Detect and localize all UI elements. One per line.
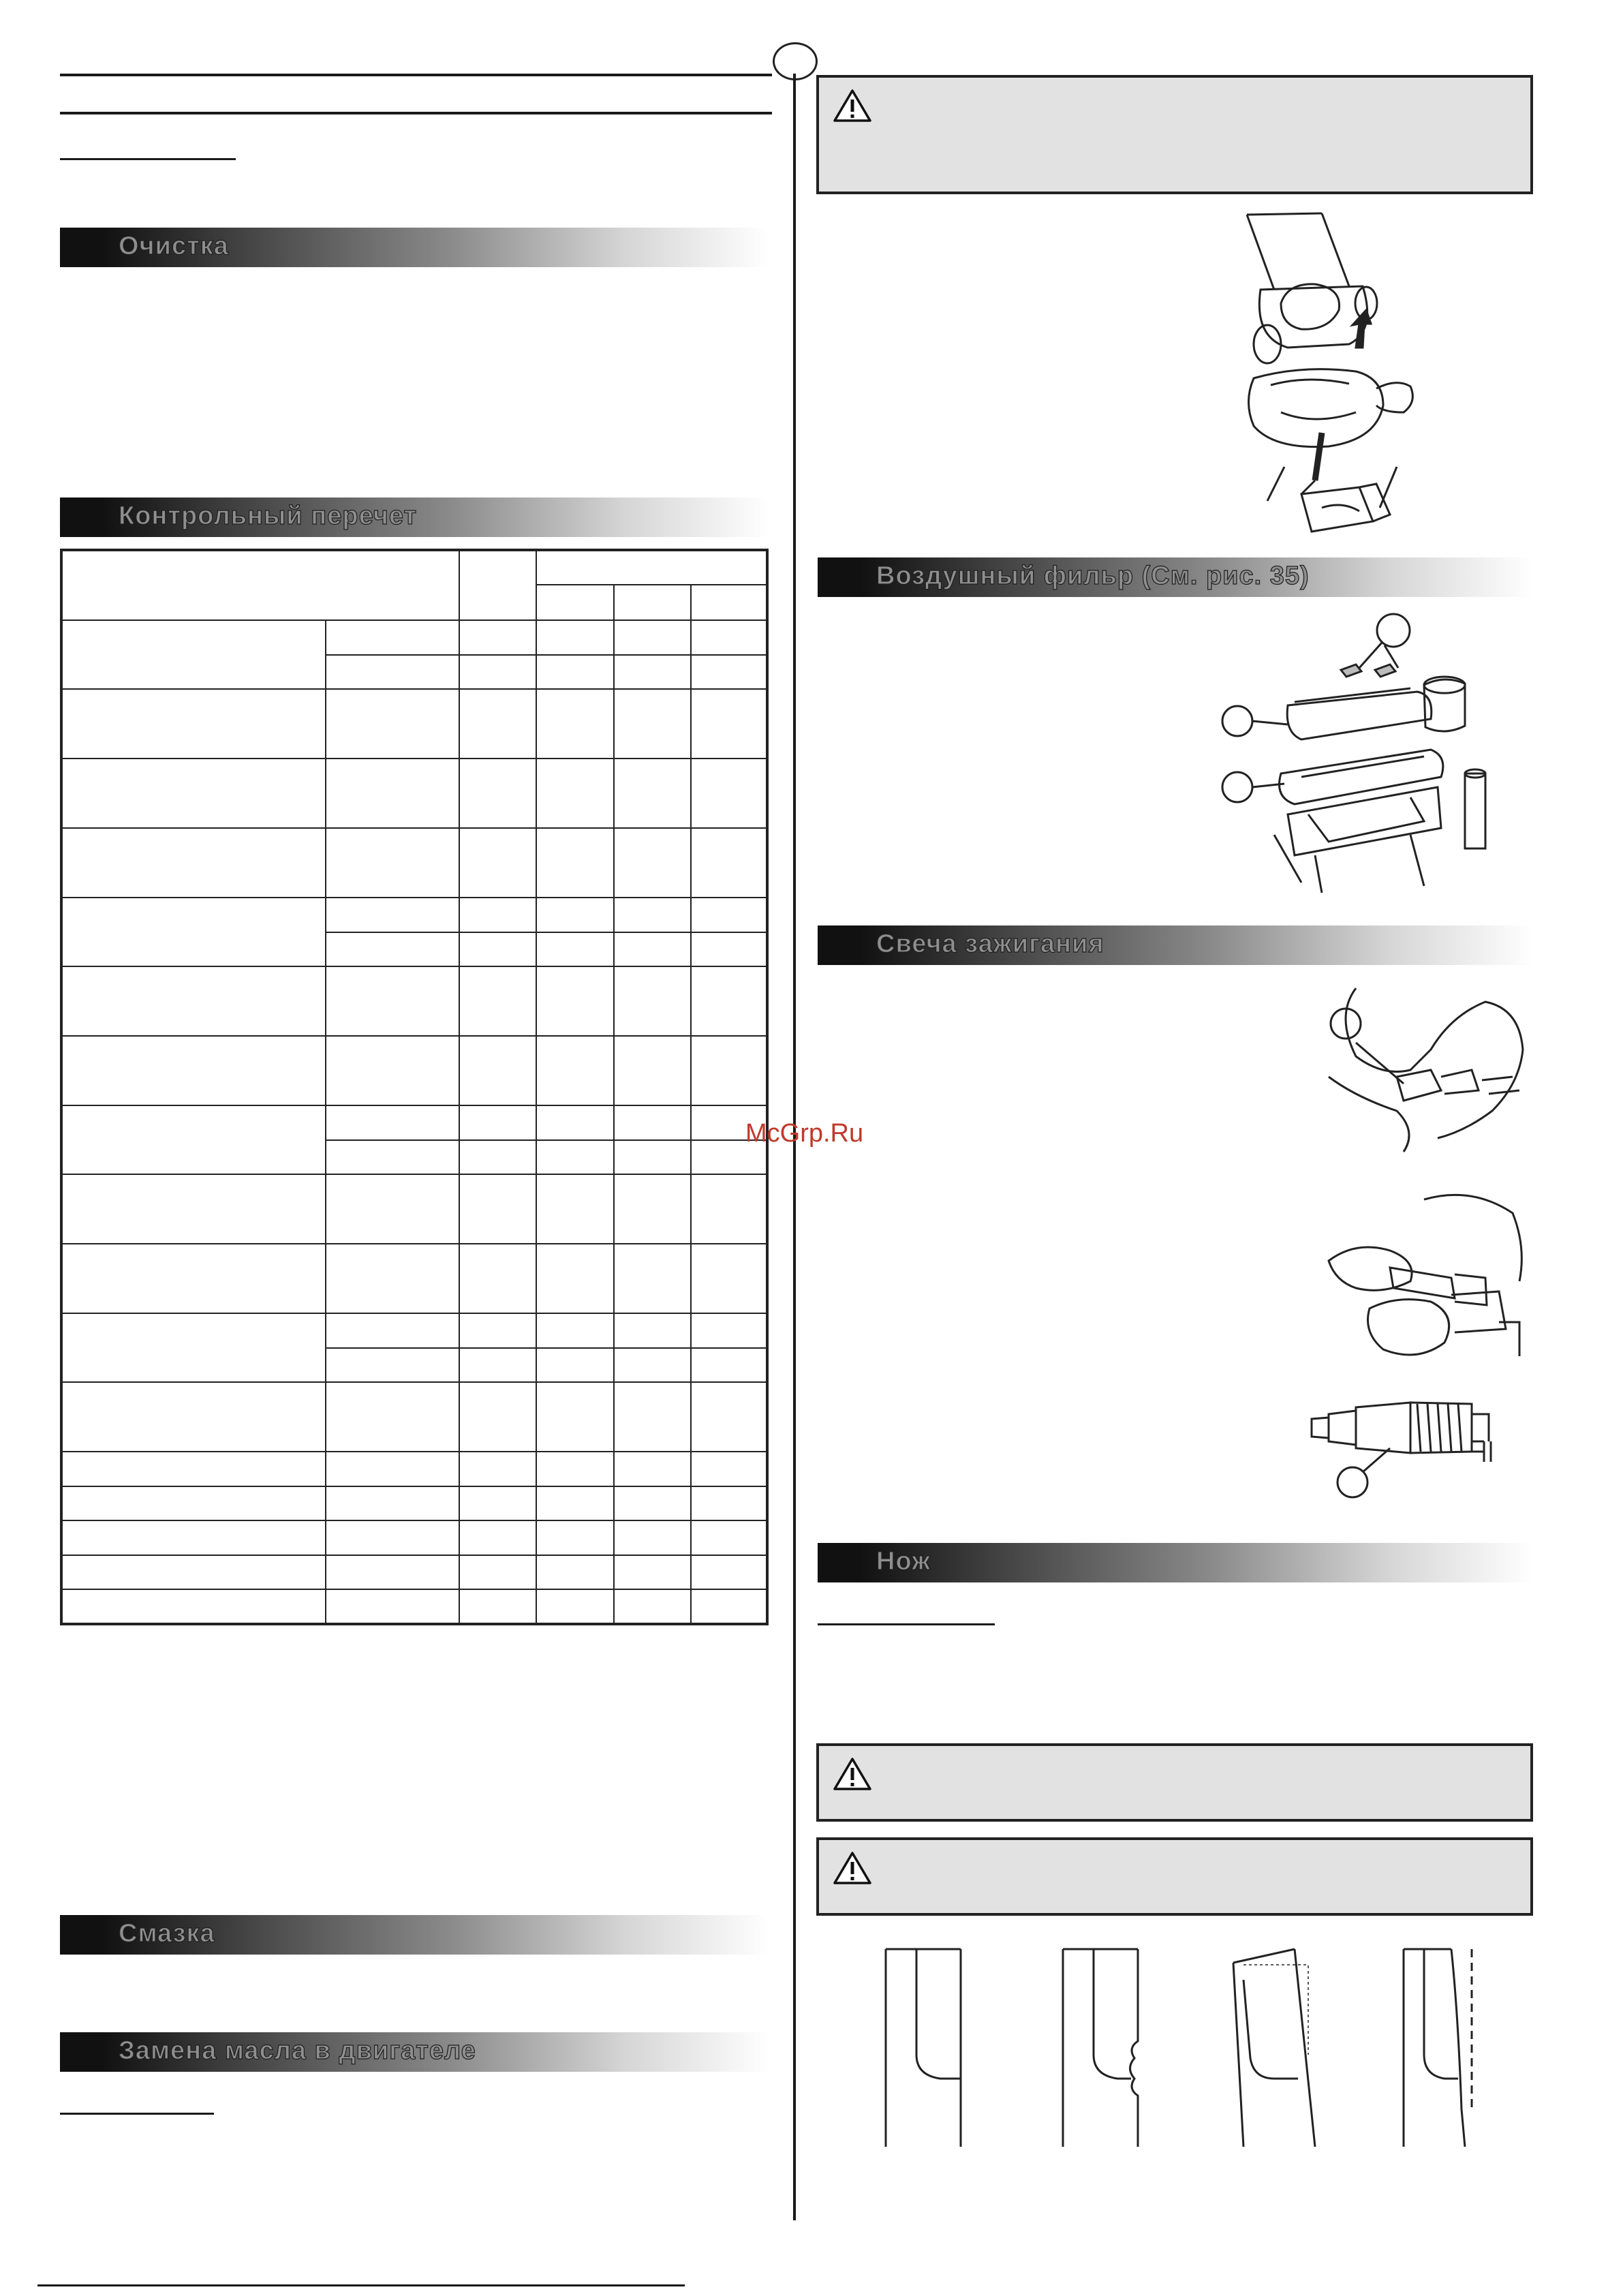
section-blade: [818, 1543, 1533, 1582]
warning-box-3: [816, 1837, 1533, 1916]
subheading-underline-1: [60, 158, 236, 160]
table-row: [61, 1555, 767, 1589]
table-row: [61, 1452, 767, 1486]
spark-plug-cap-illustration: [1315, 975, 1533, 1159]
subheading-underline-3: [818, 1623, 995, 1625]
table-row: [61, 898, 326, 966]
warning-triangle-icon: [833, 1757, 872, 1791]
table-row: [61, 966, 767, 1036]
subheading-underline-2: [60, 2113, 214, 2115]
section-air-filter-title: Воздушный фильр (См. рис. 35): [876, 562, 1310, 590]
header-rule-bottom: [60, 112, 772, 114]
table-row: [61, 1105, 326, 1174]
spark-plug-gap-illustration: [1308, 1383, 1506, 1506]
section-checklist: [60, 498, 769, 537]
table-row: [61, 689, 767, 759]
section-spark-plug: [818, 925, 1533, 965]
section-checklist-title: Контрольный перечет: [119, 502, 418, 530]
table-row: [61, 1382, 767, 1452]
warning-triangle-icon: [833, 1851, 872, 1885]
table-row: [61, 828, 767, 898]
warning-box-2: [816, 1743, 1533, 1822]
blade-profiles-illustration: [872, 1946, 1485, 2150]
table-row: [61, 620, 326, 689]
section-blade-title: Нож: [876, 1547, 931, 1576]
table-header-cell: [536, 550, 767, 585]
table-row: [61, 1036, 767, 1105]
table-row: [61, 1174, 767, 1244]
table-row: [61, 1244, 767, 1313]
table-header-cell: [459, 550, 537, 620]
table-row: [61, 1589, 767, 1624]
table-header-cell: [61, 550, 459, 620]
section-spark-plug-title: Свеча зажигания: [876, 930, 1104, 958]
section-air-filter: [818, 557, 1533, 597]
section-lubrication: [60, 1915, 769, 1955]
checklist-table: [60, 549, 769, 1625]
section-cleaning-title: Очистка: [119, 232, 229, 260]
mower-tilt-illustration: [1220, 208, 1444, 535]
section-oil-change-title: Замена масла в двигателе: [119, 2036, 476, 2065]
table-row: [61, 1486, 767, 1520]
footer-rule: [37, 2284, 685, 2286]
spark-plug-wrench-illustration: [1315, 1186, 1533, 1370]
section-cleaning: [60, 228, 769, 267]
warning-triangle-icon: [833, 89, 872, 123]
air-filter-illustration: [1206, 610, 1492, 896]
table-row: [61, 759, 767, 828]
section-oil-change: [60, 2032, 769, 2072]
header-rule-top: [60, 74, 772, 76]
section-lubrication-title: Смазка: [119, 1919, 215, 1948]
watermark: McGrp.Ru: [745, 1119, 864, 1148]
table-row: [61, 1313, 326, 1382]
warning-box-1: [816, 75, 1533, 194]
table-row: [61, 1520, 767, 1555]
